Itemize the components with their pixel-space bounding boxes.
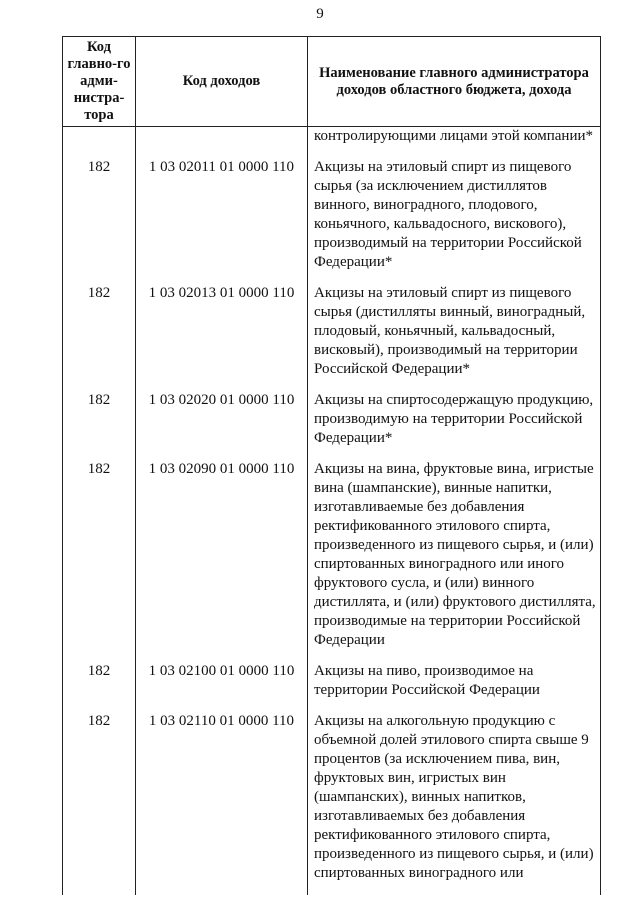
- header-name: Наименование главного администратора доходов областного бюджета, дохода: [308, 37, 601, 127]
- income-name-cell: Акцизы на этиловый спирт из пищевого сырья (за исключением дистиллятов винного, виноградного, плодового, коньячного, кальвадосного, вискового), производимый на территории Российской Федерации*: [308, 158, 601, 284]
- income-code-cell: 1 03 02100 01 0000 110: [136, 662, 308, 712]
- table-row: [63, 158, 601, 284]
- admin-code-cell: 182: [63, 460, 136, 662]
- page-number: 9: [316, 6, 324, 22]
- header-admin-code: Код главно-го адми-нистра-тора: [63, 37, 136, 127]
- admin-code-cell: 182: [63, 284, 136, 391]
- table-row: [63, 712, 601, 895]
- header-income-code: Код доходов: [136, 37, 308, 127]
- continuation-text: контролирующими лицами этой компании*: [308, 127, 601, 159]
- income-name-cell: Акцизы на этиловый спирт из пищевого сырья (дистилляты винный, виноградный, плодовый, коньячный, кальвадосный, висковый), производимый на территории Российской Федерации*: [308, 284, 601, 391]
- income-code-cell: 1 03 02110 01 0000 110: [136, 712, 308, 895]
- continuation-row: [63, 127, 601, 159]
- table-row: [63, 460, 601, 662]
- income-name-cell: Акцизы на вина, фруктовые вина, игристые вина (шампанские), винные напитки, изготавливаемые без добавления ректификованного этилового спирта, произведенного из пищевого сырья, и (или) спиртованных виноградного или иного фруктового сусла, и (или) винного дистиллята, и (или) фруктового дистиллята, производимые на территории Российской Федерации: [308, 460, 601, 662]
- admin-code-cell: 182: [63, 662, 136, 712]
- admin-code-cell: 182: [63, 712, 136, 895]
- table-row: [63, 284, 601, 391]
- income-code-cell: 1 03 02020 01 0000 110: [136, 391, 308, 460]
- income-code-cell: 1 03 02011 01 0000 110: [136, 158, 308, 284]
- income-code-cell: 1 03 02090 01 0000 110: [136, 460, 308, 662]
- income-code-cell: 1 03 02013 01 0000 110: [136, 284, 308, 391]
- income-name-cell: Акцизы на алкогольную продукцию с объемной долей этилового спирта свыше 9 процентов (за исключением пива, вин, фруктовых вин, игристых вин (шампанских), винных напитков, изготавливаемых без добавления ректификованного этилового спирта, произведенного из пищевого сырья, и (или) спиртованных виноградного или: [308, 712, 601, 895]
- income-table: [62, 36, 601, 895]
- table-row: [63, 662, 601, 712]
- admin-code-cell: 182: [63, 158, 136, 284]
- income-name-cell: Акцизы на пиво, производимое на территории Российской Федерации: [308, 662, 601, 712]
- admin-code-cell: 182: [63, 391, 136, 460]
- table-row: [63, 391, 601, 460]
- income-name-cell: Акцизы на спиртосодержащую продукцию, производимую на территории Российской Федерации*: [308, 391, 601, 460]
